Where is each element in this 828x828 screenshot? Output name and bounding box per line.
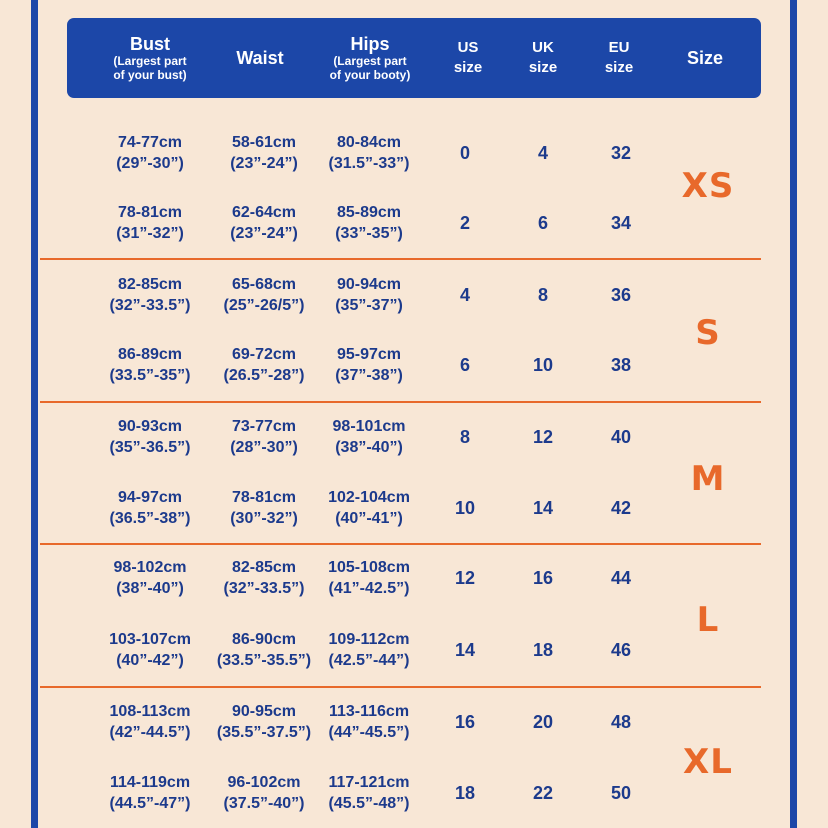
us-size: 12 xyxy=(454,567,476,588)
header-waist-title: Waist xyxy=(236,48,284,68)
hips-cm: 105-108cm xyxy=(328,559,410,576)
bust-cm: 74-77cm xyxy=(117,134,183,151)
waist-in: (25”-26/5”) xyxy=(223,297,305,314)
eu-size: 48 xyxy=(610,711,632,732)
hips-in: (33”-35”) xyxy=(335,225,403,242)
hips-cell xyxy=(329,625,410,675)
waist-in: (33.5”-35.5”) xyxy=(216,652,312,669)
bust-in: (32”-33.5”) xyxy=(109,297,191,314)
left-border xyxy=(31,0,38,828)
table-row xyxy=(40,340,760,390)
table-row xyxy=(40,483,760,533)
hips-in: (38”-40”) xyxy=(335,439,403,456)
table-header xyxy=(67,18,761,98)
hips-cm: 80-84cm xyxy=(336,134,402,151)
uk-size: 16 xyxy=(532,567,554,588)
hips-in: (44”-45.5”) xyxy=(328,724,410,741)
table-row xyxy=(40,198,760,248)
eu-size: 38 xyxy=(610,354,632,375)
waist-cm: 62-64cm xyxy=(231,204,297,221)
header-eu-line1: EU xyxy=(608,39,630,56)
header-hips-sub2: of your booty) xyxy=(329,68,411,82)
us-size: 16 xyxy=(454,711,476,732)
eu-size: 42 xyxy=(610,497,632,518)
bust-cm: 78-81cm xyxy=(117,204,183,221)
header-uk xyxy=(529,18,557,98)
uk-size: 18 xyxy=(532,639,554,660)
header-hips-title: Hips xyxy=(350,34,390,54)
header-bust-sub2: of your bust) xyxy=(113,68,187,82)
eu-size: 34 xyxy=(610,212,632,233)
eu-size: 32 xyxy=(610,142,632,163)
waist-cm: 96-102cm xyxy=(227,774,301,791)
waist-in: (26.5”-28”) xyxy=(223,367,305,384)
bust-cell xyxy=(110,768,191,818)
hips-cell xyxy=(329,128,410,178)
waist-cell xyxy=(224,768,305,818)
size-divider xyxy=(40,258,761,260)
hips-in: (41”-42.5”) xyxy=(328,580,410,597)
bust-cm: 90-93cm xyxy=(117,418,183,435)
header-eu-line2: size xyxy=(604,59,634,76)
waist-in: (37.5”-40”) xyxy=(223,795,305,812)
hips-cm: 102-104cm xyxy=(328,489,410,506)
header-uk-line2: size xyxy=(528,59,558,76)
waist-cell xyxy=(224,270,305,320)
uk-size: 6 xyxy=(537,212,549,233)
table-row xyxy=(40,553,760,603)
size-label-l: L xyxy=(696,600,720,640)
right-border xyxy=(790,0,797,828)
table-row xyxy=(40,697,760,747)
bust-cell xyxy=(109,625,191,675)
hips-in: (31.5”-33”) xyxy=(328,155,410,172)
bust-cell xyxy=(110,340,191,390)
us-size: 14 xyxy=(454,639,476,660)
uk-size: 20 xyxy=(532,711,554,732)
hips-cm: 98-101cm xyxy=(332,418,406,435)
waist-cell xyxy=(230,412,298,462)
bust-cm: 108-113cm xyxy=(109,703,191,720)
hips-in: (45.5”-48”) xyxy=(328,795,410,812)
bust-cm: 103-107cm xyxy=(109,631,191,648)
waist-in: (32”-33.5”) xyxy=(223,580,305,597)
eu-size: 40 xyxy=(610,426,632,447)
bust-cell xyxy=(110,697,191,747)
us-size: 2 xyxy=(459,212,471,233)
us-size: 0 xyxy=(459,142,471,163)
uk-size: 8 xyxy=(537,284,549,305)
size-divider xyxy=(40,686,761,688)
hips-cell xyxy=(328,553,410,603)
bust-cm: 114-119cm xyxy=(109,774,191,791)
bust-cell xyxy=(110,483,191,533)
hips-cell xyxy=(329,697,410,747)
bust-cm: 82-85cm xyxy=(117,276,183,293)
bust-in: (42”-44.5”) xyxy=(109,724,191,741)
hips-cell xyxy=(329,768,410,818)
waist-cell xyxy=(230,483,298,533)
hips-cell xyxy=(335,198,403,248)
hips-in: (35”-37”) xyxy=(335,297,403,314)
header-us-line2: size xyxy=(453,59,483,76)
hips-cell xyxy=(335,340,403,390)
uk-size: 10 xyxy=(532,354,554,375)
header-bust xyxy=(113,18,186,98)
size-label-m: M xyxy=(690,459,726,499)
us-size: 6 xyxy=(459,354,471,375)
table-row xyxy=(40,412,760,462)
header-size xyxy=(687,18,723,98)
header-us-line1: US xyxy=(457,39,479,56)
uk-size: 4 xyxy=(537,142,549,163)
waist-cell xyxy=(230,128,298,178)
waist-in: (28”-30”) xyxy=(230,439,298,456)
eu-size: 46 xyxy=(610,639,632,660)
hips-cell xyxy=(328,483,410,533)
hips-in: (37”-38”) xyxy=(335,367,403,384)
bust-cell xyxy=(110,412,191,462)
header-eu xyxy=(605,18,633,98)
uk-size: 22 xyxy=(532,782,554,803)
bust-cm: 86-89cm xyxy=(117,346,183,363)
eu-size: 44 xyxy=(610,567,632,588)
waist-cm: 78-81cm xyxy=(231,489,297,506)
bust-in: (31”-32”) xyxy=(116,225,184,242)
waist-cm: 90-95cm xyxy=(231,703,297,720)
waist-cm: 58-61cm xyxy=(231,134,297,151)
waist-cm: 73-77cm xyxy=(231,418,297,435)
table-row xyxy=(40,768,760,818)
waist-in: (30”-32”) xyxy=(230,510,298,527)
table-row xyxy=(40,625,760,675)
size-divider xyxy=(40,543,761,545)
bust-in: (40”-42”) xyxy=(116,652,184,669)
hips-cm: 85-89cm xyxy=(336,204,402,221)
hips-cell xyxy=(333,412,406,462)
bust-cell xyxy=(116,128,184,178)
hips-in: (40”-41”) xyxy=(335,510,403,527)
waist-cell xyxy=(224,340,305,390)
hips-cm: 90-94cm xyxy=(336,276,402,293)
size-label-s: S xyxy=(695,313,721,353)
header-bust-title: Bust xyxy=(129,34,170,54)
header-uk-line1: UK xyxy=(532,39,554,56)
hips-cm: 117-121cm xyxy=(328,774,410,791)
header-waist xyxy=(236,18,283,98)
bust-in: (36.5”-38”) xyxy=(109,510,191,527)
size-label-xs: XS xyxy=(681,166,735,206)
hips-cm: 95-97cm xyxy=(336,346,402,363)
waist-cm: 86-90cm xyxy=(231,631,297,648)
table-row xyxy=(40,270,760,320)
waist-in: (23”-24”) xyxy=(230,225,298,242)
bust-cm: 94-97cm xyxy=(117,489,183,506)
waist-in: (35.5”-37.5”) xyxy=(216,724,312,741)
hips-cm: 113-116cm xyxy=(328,703,410,720)
header-us xyxy=(454,18,482,98)
bust-cell xyxy=(114,553,187,603)
hips-cm: 109-112cm xyxy=(328,631,410,648)
us-size: 8 xyxy=(459,426,471,447)
waist-cell xyxy=(217,697,311,747)
uk-size: 12 xyxy=(532,426,554,447)
waist-cell xyxy=(217,625,311,675)
bust-cell xyxy=(116,198,184,248)
waist-cm: 65-68cm xyxy=(231,276,297,293)
table-row xyxy=(40,128,760,178)
hips-cell xyxy=(335,270,403,320)
us-size: 4 xyxy=(459,284,471,305)
hips-in: (42.5”-44”) xyxy=(328,652,410,669)
bust-in: (33.5”-35”) xyxy=(109,367,191,384)
waist-cm: 82-85cm xyxy=(231,559,297,576)
waist-cell xyxy=(224,553,305,603)
size-divider xyxy=(40,401,761,403)
bust-in: (38”-40”) xyxy=(116,580,184,597)
bust-cell xyxy=(110,270,191,320)
uk-size: 14 xyxy=(532,497,554,518)
waist-in: (23”-24”) xyxy=(230,155,298,172)
header-size-title: Size xyxy=(686,48,724,68)
eu-size: 36 xyxy=(610,284,632,305)
bust-in: (35”-36.5”) xyxy=(109,439,191,456)
waist-cm: 69-72cm xyxy=(231,346,297,363)
header-bust-sub1: (Largest part xyxy=(113,54,187,68)
bust-cm: 98-102cm xyxy=(113,559,187,576)
waist-cell xyxy=(230,198,298,248)
us-size: 10 xyxy=(454,497,476,518)
header-hips xyxy=(330,18,411,98)
bust-in: (44.5”-47”) xyxy=(109,795,191,812)
eu-size: 50 xyxy=(610,782,632,803)
us-size: 18 xyxy=(454,782,476,803)
bust-in: (29”-30”) xyxy=(116,155,184,172)
header-hips-sub1: (Largest part xyxy=(333,54,407,68)
size-label-xl: XL xyxy=(683,742,733,782)
